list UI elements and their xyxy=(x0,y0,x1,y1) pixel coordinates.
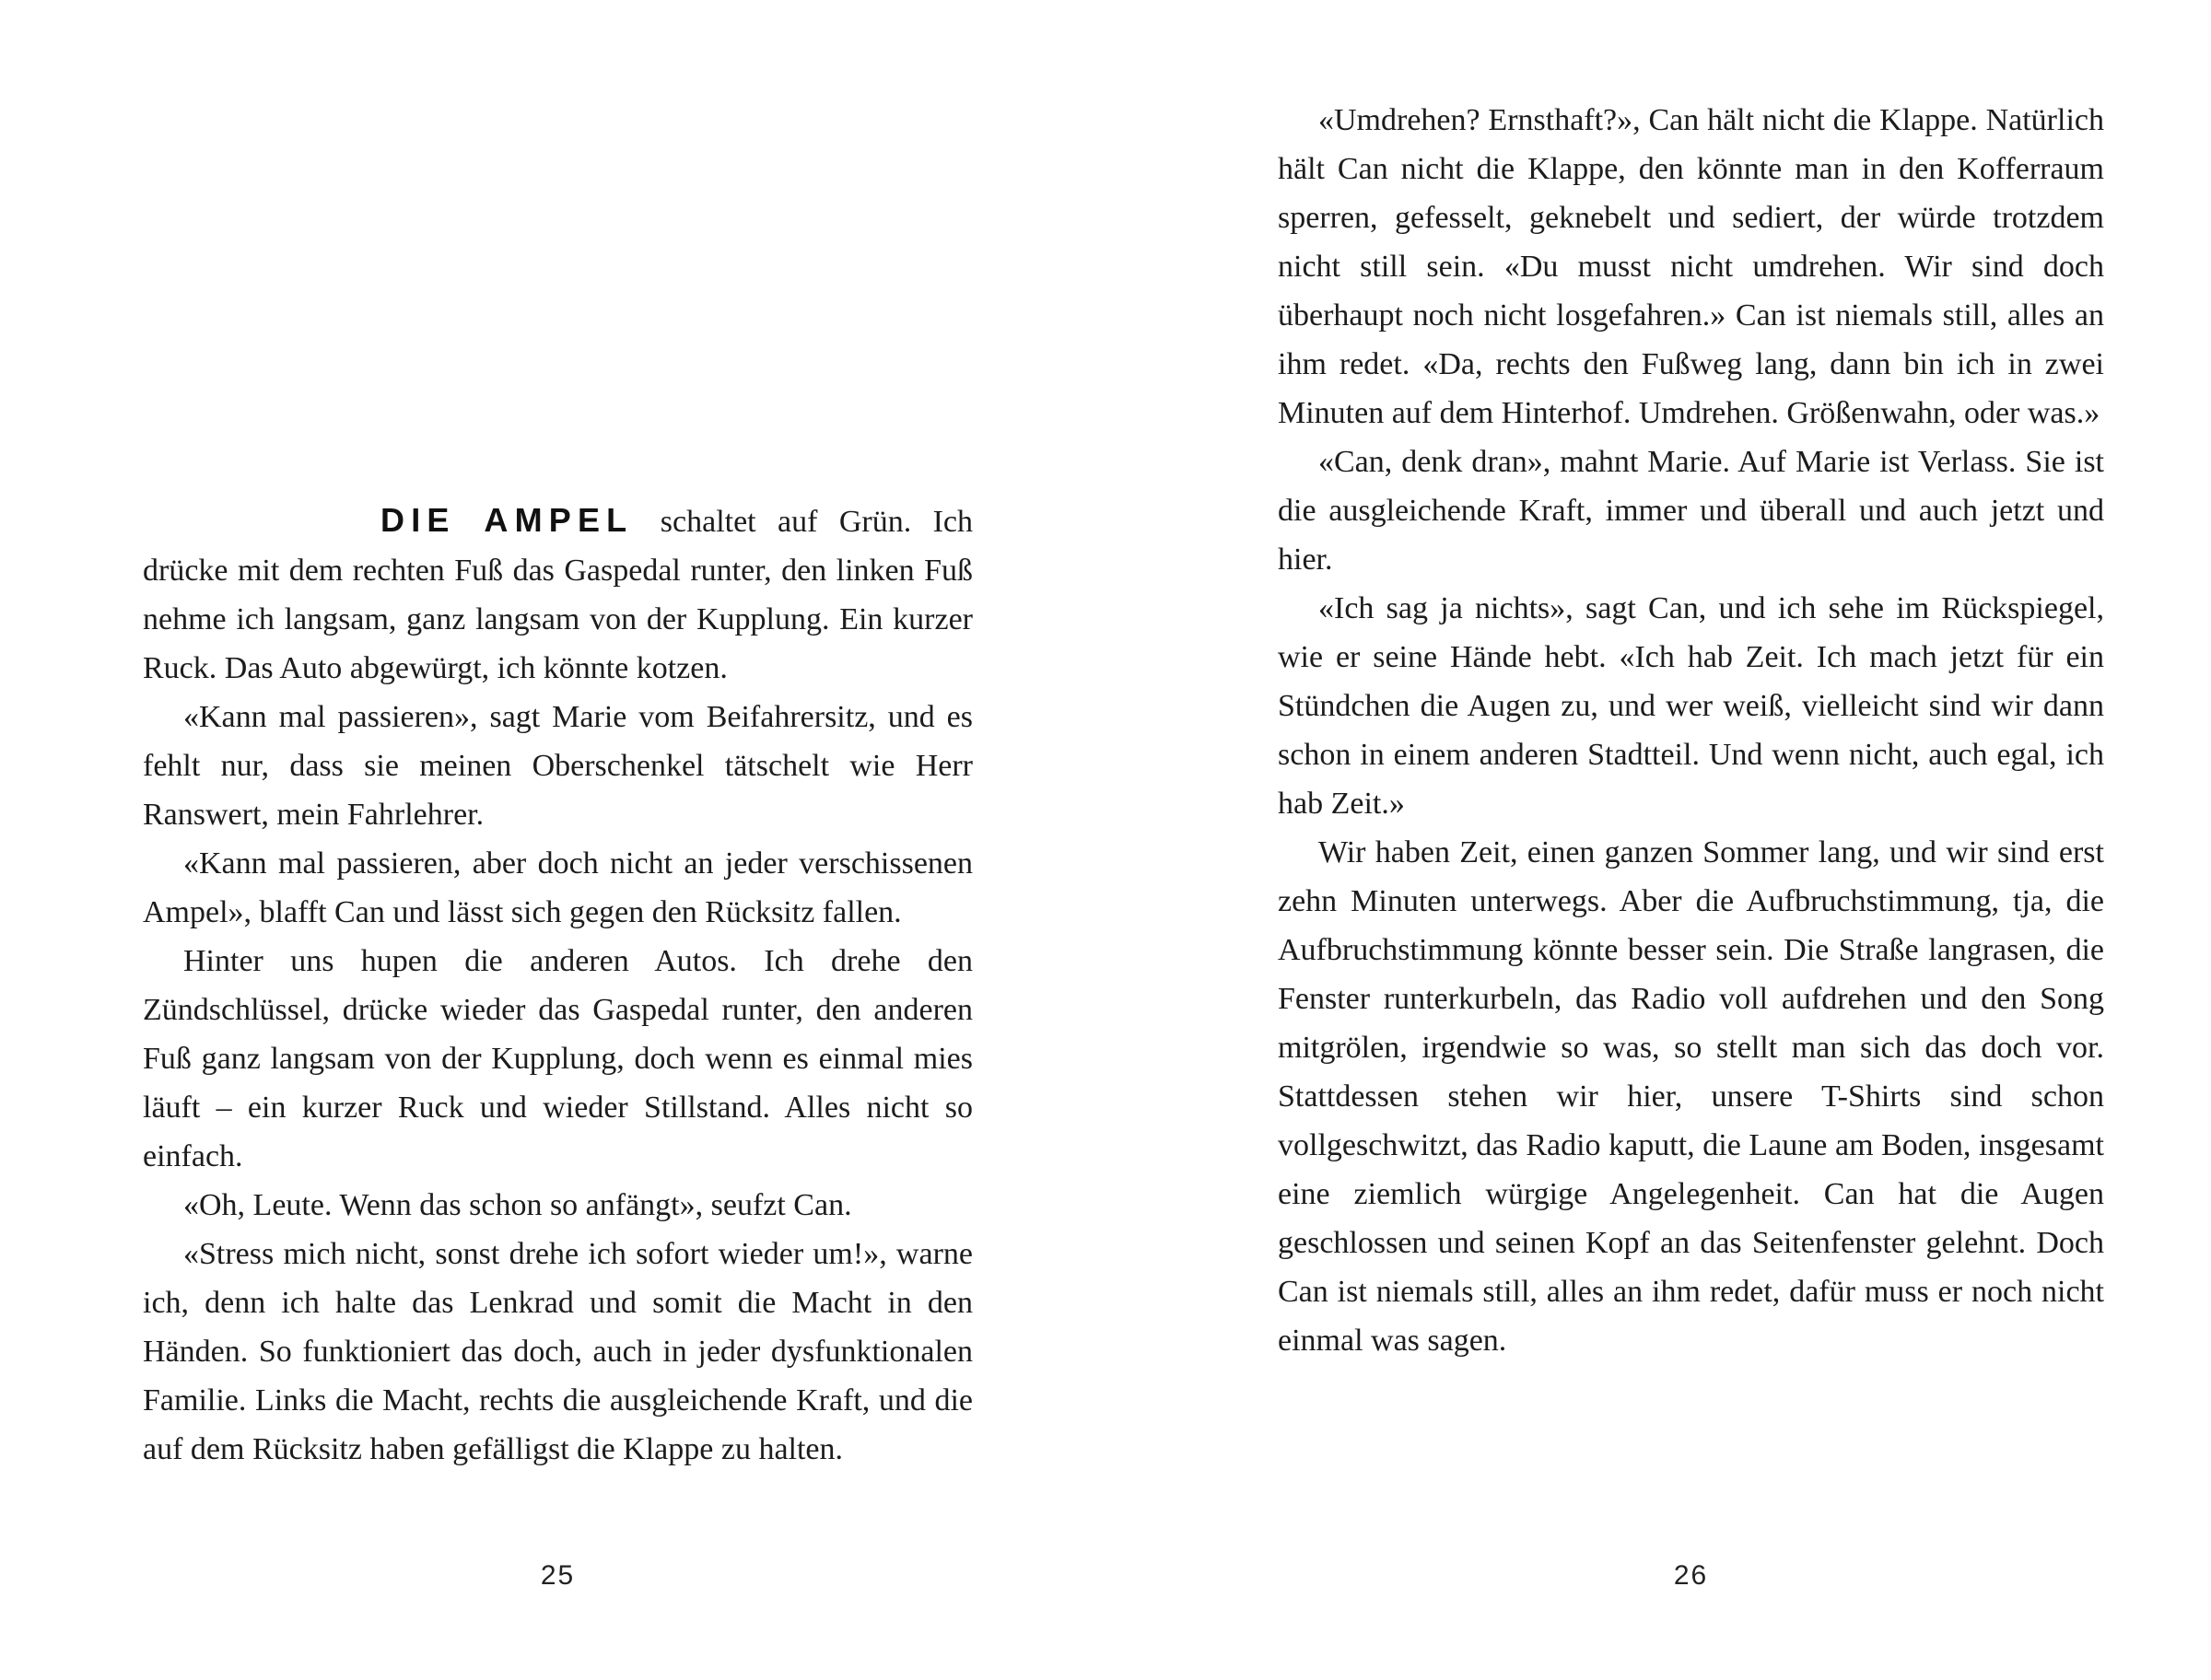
page-number-left: 25 xyxy=(540,1560,576,1591)
paragraph: «Ich sag ja nichts», sagt Can, und ich sehe im Rückspiegel, wie er seine Hände hebt. «Ich hab Zeit. Ich mach jetzt für ein Stündchen die Augen zu, und wer weiß, vielleicht sind wir dann schon in einem anderen Stadtteil. Und wenn nicht, auch egal, ich hab Zeit.» xyxy=(1278,591,2104,821)
paragraph: «Stress mich nicht, sonst drehe ich sofort wieder um!», warne ich, denn ich halte das Lenkrad und somit die Macht in den Händen. So funktioniert das doch, auch in jeder dysfunktionalen Familie. Links die Macht, rechts die ausgleichende Kraft, und die auf dem Rücksitz haben gefälligst die Klappe zu halten. xyxy=(143,1237,973,1466)
page-number-right: 26 xyxy=(1673,1560,1709,1591)
paragraph: Wir haben Zeit, einen ganzen Sommer lang, und wir sind erst zehn Minuten unterwegs. Aber die Aufbruchstimmung, tja, die Aufbruchstimmung könnte besser sein. Die Straße langrasen, die Fenster runterkurbeln, das Radio voll aufdrehen und den Song mitgrölen, irgendwie so was, so stellt man sich das doch vor. Stattdessen stehen wir hier, unsere T-Shirts sind schon vollgeschwitzt, das Radio kaputt, die Laune am Boden, insgesamt eine ziemlich würgige Angelegenheit. Can hat die Augen geschlossen und seinen Kopf an das Seitenfenster gelehnt. Doch Can ist niemals still, alles an ihm redet, dafür muss er noch nicht einmal was sagen. xyxy=(1278,835,2104,1358)
page-right-text-column xyxy=(1278,96,2104,1365)
paragraph: «Oh, Leute. Wenn das schon so anfängt», seufzt Can. xyxy=(183,1188,852,1222)
chapter-lead-in: DIE AMPEL xyxy=(380,501,634,539)
page-left-text-column xyxy=(143,496,973,1474)
paragraph: «Umdrehen? Ernsthaft?», Can hält nicht die Klappe. Natürlich hält Can nicht die Klappe, den könnte man in den Kofferraum sperren, gefesselt, geknebelt und sediert, der würde trotzdem nicht still sein. «Du musst nicht umdrehen. Wir sind doch überhaupt noch nicht losgefahren.» Can ist niemals still, alles an ihm redet. «Da, rechts den Fußweg lang, dann bin ich in zwei Minuten auf dem Hinterhof. Umdrehen. Größenwahn, oder was.» xyxy=(1278,103,2104,430)
paragraph: Hinter uns hupen die anderen Autos. Ich drehe den Zündschlüssel, drücke wieder das Gaspedal runter, den anderen Fuß ganz langsam von der Kupplung, doch wenn es einmal mies läuft – ein kurzer Ruck und wieder Stillstand. Alles nicht so einfach. xyxy=(143,944,973,1173)
paragraph: «Kann mal passieren», sagt Marie vom Beifahrersitz, und es fehlt nur, dass sie meinen Oberschenkel tätschelt wie Herr Ranswert, mein Fahrlehrer. xyxy=(143,700,973,832)
paragraph: «Kann mal passieren, aber doch nicht an jeder verschissenen Ampel», blafft Can und lässt sich gegen den Rücksitz fallen. xyxy=(143,846,973,929)
chapter-opening-text: schaltet auf Grün. Ich drücke mit dem rechten Fuß das Gaspedal runter, den linken Fuß nehme ich langsam, ganz langsam von der Kupplung. Ein kurzer Ruck. Das Auto abgewürgt, ich könnte kotzen. xyxy=(143,505,974,685)
chapter-opening-paragraph xyxy=(143,496,973,693)
paragraph: «Can, denk dran», mahnt Marie. Auf Marie ist Verlass. Sie ist die ausgleichende Kraft, immer und überall und auch jetzt und hier. xyxy=(1278,445,2104,577)
